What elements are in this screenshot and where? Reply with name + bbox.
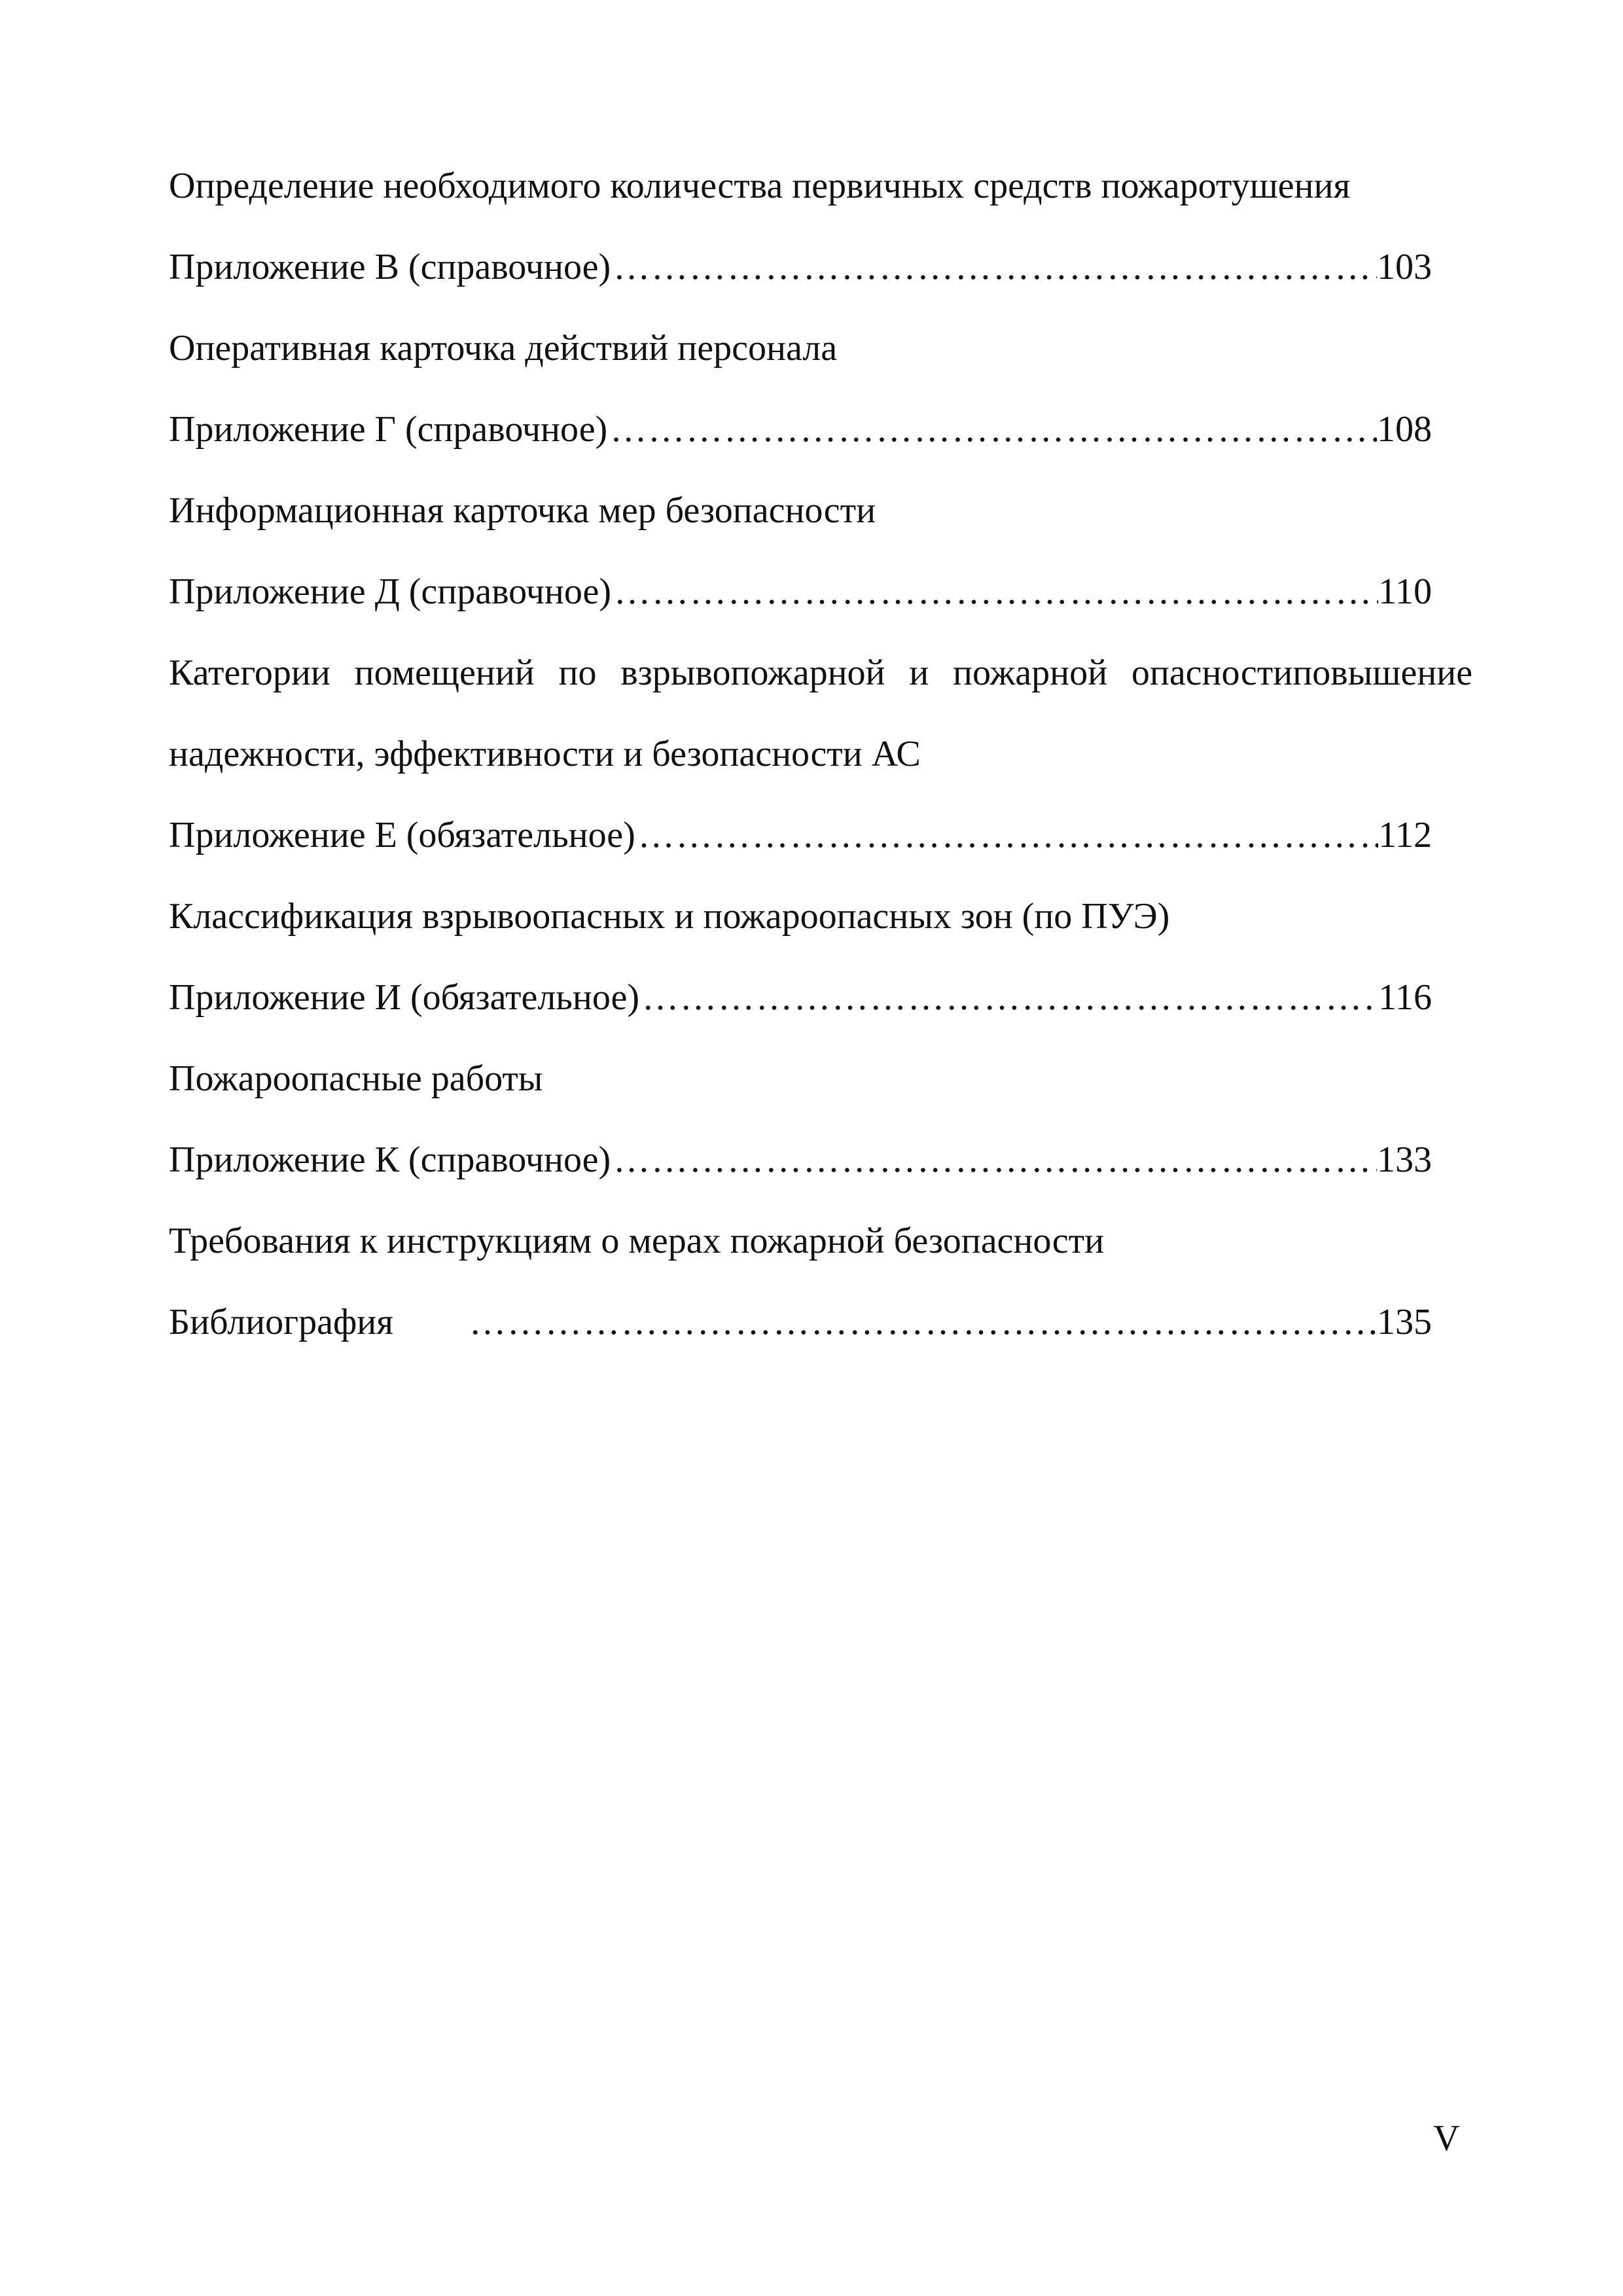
- toc-title-room-categories-line2: надежности, эффективности и безопасности АС: [169, 734, 921, 774]
- page-number: V: [1433, 2118, 1460, 2159]
- toc-entry-appendix-g: [169, 389, 1432, 470]
- toc-page-number: 112: [1378, 815, 1432, 855]
- toc-entry-bibliography: [169, 1282, 1432, 1363]
- toc-entry-label: Приложение В (справочное): [169, 247, 611, 287]
- toc-entry-label: Приложение Е (обязательное): [169, 815, 635, 855]
- toc-title-personnel-card: Оперативная карточка действий персонала: [169, 328, 838, 368]
- dot-leader: [611, 226, 1377, 308]
- toc-entry-appendix-v: [169, 226, 1432, 308]
- dot-leader: [611, 1119, 1377, 1200]
- toc-entry-label: Приложение Д (справочное): [169, 571, 612, 612]
- dot-leader: [607, 389, 1377, 470]
- toc-entry-label: Библиография: [169, 1302, 393, 1342]
- toc-title-primary-extinguishing: Определение необходимого количества первичных средств пожаротушения: [169, 166, 1351, 206]
- toc-page-number: 110: [1378, 571, 1432, 612]
- dot-leader: [611, 551, 1378, 632]
- toc-entry-label: Приложение И (обязательное): [169, 977, 640, 1018]
- toc-page-number: 116: [1378, 977, 1432, 1018]
- toc-title-room-categories-line1: Категории помещений по взрывопожарной и пожарной опасностиповышение: [169, 653, 1472, 693]
- dot-leader: [635, 795, 1378, 876]
- dot-leader: [639, 957, 1378, 1038]
- toc-entry-label: Приложение К (справочное): [169, 1139, 611, 1180]
- toc-entry-appendix-i: [169, 957, 1432, 1038]
- toc-entry-label: Приложение Г (справочное): [169, 409, 608, 450]
- toc-title-fire-hazard-works: Пожароопасные работы: [169, 1058, 543, 1099]
- toc-title-zone-classification: Классификация взрывоопасных и пожароопасных зон (по ПУЭ): [169, 896, 1170, 937]
- toc-page-number: 135: [1377, 1302, 1432, 1342]
- toc-page-number: 103: [1377, 247, 1432, 287]
- toc-title-safety-card: Информационная карточка мер безопасности: [169, 490, 876, 531]
- toc-entry-appendix-d: [169, 551, 1432, 632]
- toc-page-number: 133: [1377, 1139, 1432, 1180]
- toc-title-instruction-requirements: Требования к инструкциям о мерах пожарной безопасности: [169, 1221, 1105, 1261]
- dot-leader: [467, 1282, 1377, 1363]
- toc-entry-appendix-k: [169, 1119, 1432, 1200]
- toc-entry-appendix-e: [169, 795, 1432, 876]
- table-of-contents: [169, 145, 1478, 1363]
- toc-page-number: 108: [1377, 409, 1432, 450]
